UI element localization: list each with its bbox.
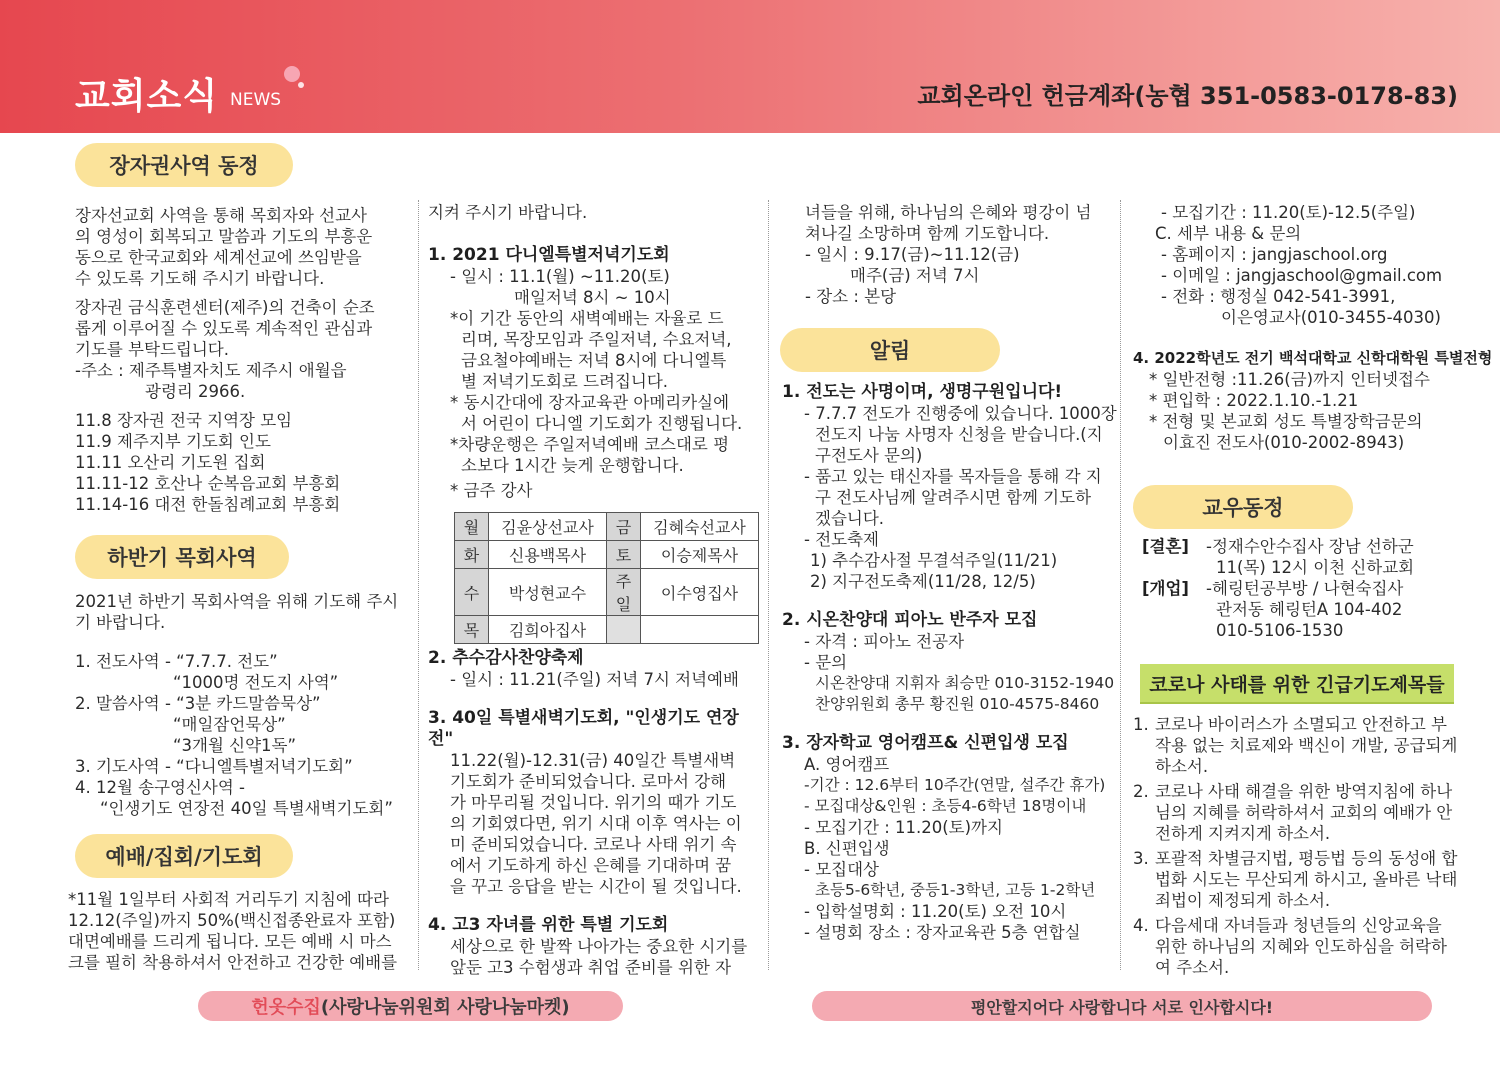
text-line: 관저동 헤링턴A 104-402 bbox=[1216, 600, 1403, 619]
text-line: 구 전도사님께 알려주시면 함께 기도하 bbox=[815, 488, 1092, 507]
col3-body bbox=[782, 382, 1117, 943]
text-line: 하소서. bbox=[1155, 757, 1209, 776]
col2-body-lower bbox=[428, 648, 763, 978]
text-line: 기 바랍니다. bbox=[75, 613, 166, 632]
text-line: - 전도축제 bbox=[804, 530, 879, 549]
footer-highlight: 헌옷수집 bbox=[251, 997, 321, 1018]
text-line: - 입학설명회 : 11.20(토) 오전 10시 bbox=[804, 902, 1067, 921]
text-line: 지켜 주시기 바랍니다. bbox=[428, 203, 588, 222]
list-item: “1000명 전도지 사역” bbox=[173, 673, 339, 692]
text-line: C. 세부 내용 & 문의 bbox=[1155, 224, 1302, 243]
section-title-jangja: 장자권사역 동정 bbox=[75, 143, 293, 187]
text-line: *이 기간 동안의 새벽예배는 자율로 드 bbox=[450, 309, 724, 328]
text-line: - 일시 : 11.1(월) ~11.20(토) bbox=[450, 267, 670, 286]
text-line: 리며, 목장모임과 주일저녁, 수요저녁, bbox=[461, 330, 732, 349]
text-line: - 설명회 장소 : 장자교육관 5층 연합실 bbox=[804, 923, 1081, 942]
text-line: *11월 1일부터 사회적 거리두기 지침에 따라 bbox=[68, 890, 389, 909]
list-item: 1. 전도사역 - “7.7.7. 전도” bbox=[75, 652, 278, 671]
decor-dot bbox=[284, 66, 300, 82]
text-line: 포괄적 차별금지법, 평등법 등의 동성애 합 bbox=[1155, 849, 1458, 868]
event-line: 11.14-16 대전 한돌침례교회 부흥회 bbox=[75, 495, 341, 514]
text-line: - 자격 : 피아노 전공자 bbox=[804, 632, 965, 651]
page-subtitle: NEWS bbox=[230, 90, 282, 110]
table-cell: 주일 bbox=[607, 569, 641, 616]
text-line: - 모집대상&인원 : 초등4-6학년 18명이내 bbox=[804, 797, 1087, 815]
section-title-notice: 알림 bbox=[780, 328, 1000, 372]
column-divider bbox=[768, 200, 769, 970]
table-row bbox=[455, 513, 759, 541]
footer-clothing-drive bbox=[198, 991, 623, 1021]
prayer-item bbox=[1133, 781, 1488, 844]
text-line: 죄법이 제정되게 하소서. bbox=[1155, 891, 1331, 910]
text-line: -주소 : 제주특별자치도 제주시 애월읍 bbox=[75, 361, 347, 380]
table-cell: 수 bbox=[455, 569, 489, 616]
text-line: - 일시 : 11.21(주일) 저녁 7시 저녁예배 bbox=[450, 670, 739, 689]
text-line: 장자권 금식훈련센터(제주)의 건축이 순조 bbox=[75, 298, 375, 317]
list-item: “3개월 신약1독” bbox=[173, 736, 297, 755]
footer-text: (사랑나눔위원회 사랑나눔마켓) bbox=[320, 997, 570, 1018]
news-entry bbox=[1142, 578, 1487, 641]
item-heading: 2. 추수감사찬양축제 bbox=[428, 648, 584, 668]
text-line: 코로나 바이러스가 소멸되고 안전하고 부 bbox=[1155, 715, 1447, 734]
text-line: 을 꾸고 응답을 받는 시간이 될 것입니다. bbox=[450, 877, 742, 896]
text-line: -기간 : 12.6부터 10주간(연말, 설주간 휴가) bbox=[804, 776, 1106, 794]
text-line: 구전도사 문의) bbox=[815, 446, 923, 465]
text-line: 기도회가 준비되었습니다. 로마서 강해 bbox=[450, 772, 727, 791]
item-heading: 4. 2022학년도 전기 백석대학교 신학대학원 특별전형 bbox=[1133, 349, 1493, 367]
text-line: 의 영성이 회복되고 말씀과 기도의 부흥운 bbox=[75, 227, 373, 246]
text-line: 수 있도록 기도해 주시기 바랍니다. bbox=[75, 269, 325, 288]
list-item: 4. 12월 송구영신사역 - bbox=[75, 778, 245, 797]
news-entry bbox=[1142, 536, 1487, 578]
table-cell: 이수영집사 bbox=[641, 569, 759, 616]
event-line: 11.11-12 호산나 순복음교회 부흥회 bbox=[75, 474, 341, 493]
prayer-list bbox=[1133, 714, 1488, 978]
page-title: 교회소식 bbox=[75, 76, 219, 117]
footer-greeting: 평안할지어다 사랑합니다 서로 인사합시다! bbox=[812, 991, 1432, 1021]
text-line: - 모집기간 : 11.20(토)-12.5(주일) bbox=[1161, 203, 1416, 222]
sec3-body bbox=[68, 889, 408, 973]
section-title-worship: 예배/집회/기도회 bbox=[75, 834, 293, 878]
table-cell: 신용백목사 bbox=[489, 541, 607, 569]
list-item: 2. 말씀사역 - “3분 카드말씀묵상” bbox=[75, 694, 321, 713]
table-row bbox=[455, 541, 759, 569]
text-line: - 모집기간 : 11.20(토)까지 bbox=[804, 818, 1003, 837]
text-line: 소보다 1시간 늦게 운행합니다. bbox=[461, 456, 684, 475]
item-heading: 1. 2021 다니엘특별저녁기도회 bbox=[428, 245, 670, 265]
event-line: 11.8 장자권 전국 지역장 모임 bbox=[75, 411, 293, 430]
col4-item4 bbox=[1133, 348, 1493, 453]
col2-body bbox=[428, 202, 763, 501]
text-line: 작용 없는 치료제와 백신이 개발, 공급되게 bbox=[1155, 736, 1458, 755]
sec2-body bbox=[75, 591, 410, 819]
text-line: 이은영교사(010-3455-4030) bbox=[1221, 308, 1441, 327]
text-line: B. 신편입생 bbox=[804, 839, 890, 858]
text-line: 기도를 부탁드립니다. bbox=[75, 340, 229, 359]
prayer-num: 2. bbox=[1133, 782, 1149, 801]
prayer-title-ribbon: 코로나 사태를 위한 긴급기도제목들 bbox=[1140, 664, 1454, 702]
text-line: A. 영어캠프 bbox=[804, 755, 890, 774]
table-cell: 월 bbox=[455, 513, 489, 541]
table-cell: 김윤상선교사 bbox=[489, 513, 607, 541]
column-divider bbox=[1120, 200, 1121, 970]
text-line: 찬양위원회 총무 황진원 010-4575-8460 bbox=[815, 695, 1100, 713]
table-cell bbox=[641, 616, 759, 644]
prayer-item bbox=[1133, 714, 1488, 777]
sec1-body bbox=[75, 205, 405, 515]
text-line: 전도지 나눔 사명자 신청을 받습니다.(지 bbox=[815, 425, 1103, 444]
text-line: * 일반전형 :11.26(금)까지 인터넷접수 bbox=[1149, 370, 1430, 389]
prayer-num: 4. bbox=[1133, 916, 1149, 935]
text-line: 매주(금) 저녁 7시 bbox=[850, 266, 980, 285]
list-item: 3. 기도사역 - “다니엘특별저녁기도회” bbox=[75, 757, 353, 776]
table-cell: 금 bbox=[607, 513, 641, 541]
text-line: 11.22(월)-12.31(금) 40일간 특별새벽 bbox=[450, 751, 736, 770]
text-line: 010-5106-1530 bbox=[1216, 621, 1344, 640]
text-line: 2) 지구전도축제(11/28, 12/5) bbox=[810, 572, 1036, 591]
text-line: 님의 지혜를 허락하셔서 교회의 예배가 안 bbox=[1155, 803, 1453, 822]
text-line: - 품고 있는 태신자를 목자들을 통해 각 지 bbox=[804, 467, 1102, 486]
text-line: 의 기회였다면, 위기 시대 이후 역사는 이 bbox=[450, 814, 742, 833]
text-line: 쳐나길 소망하며 함께 기도합니다. bbox=[805, 224, 1050, 243]
news-tag: [결혼] bbox=[1142, 537, 1189, 556]
section-title-members: 교우동정 bbox=[1133, 485, 1353, 529]
text-line: 롭게 이루어질 수 있도록 계속적인 관심과 bbox=[75, 319, 373, 338]
text-line: - 전화 : 행정실 042-541-3991, bbox=[1161, 287, 1396, 306]
table-cell: 토 bbox=[607, 541, 641, 569]
list-item: “인생기도 연장전 40일 특별새벽기도회” bbox=[100, 799, 393, 818]
news-tag: [개업] bbox=[1142, 579, 1189, 598]
text-line: 광령리 2966. bbox=[145, 382, 246, 401]
table-cell: 목 bbox=[455, 616, 489, 644]
text-line: 여 주소서. bbox=[1155, 958, 1230, 977]
text-line: 가 마무리될 것입니다. 위기의 때가 기도 bbox=[450, 793, 737, 812]
text-line: 매일저녁 8시 ~ 10시 bbox=[514, 288, 671, 307]
table-cell: 박성현교수 bbox=[489, 569, 607, 616]
text-line: 세상으로 한 발짝 나아가는 중요한 시기를 bbox=[450, 937, 748, 956]
prayer-num: 1. bbox=[1133, 715, 1149, 734]
text-line: 앞둔 고3 수험생과 취업 준비를 위한 자 bbox=[450, 958, 732, 977]
item-heading: 2. 시온찬양대 피아노 반주자 모집 bbox=[782, 610, 1038, 630]
item-heading: 3. 장자학교 영어캠프& 신편입생 모집 bbox=[782, 733, 1069, 753]
col4-top bbox=[1155, 202, 1485, 328]
text-line: -헤링턴공부방 / 나현숙집사 bbox=[1206, 579, 1404, 598]
section-title-ministry: 하반기 목회사역 bbox=[75, 535, 289, 579]
text-line: 11(목) 12시 이천 신하교회 bbox=[1216, 558, 1415, 577]
text-line: 겠습니다. bbox=[815, 509, 885, 528]
prayer-item bbox=[1133, 915, 1488, 978]
text-line: 대면예배를 드리게 됩니다. 모든 예배 시 마스 bbox=[68, 932, 392, 951]
table-row bbox=[455, 616, 759, 644]
text-line: 크를 필히 착용하셔서 안전하고 건강한 예배를 bbox=[68, 953, 398, 972]
table-cell: 이승제목사 bbox=[641, 541, 759, 569]
text-line: 금요철야예배는 저녁 8시에 다니엘특 bbox=[461, 351, 727, 370]
column-divider bbox=[418, 200, 419, 970]
text-line: - 문의 bbox=[804, 653, 848, 672]
item-heading: 4. 고3 자녀를 위한 특별 기도회 bbox=[428, 915, 669, 935]
speaker-table bbox=[454, 512, 759, 644]
item-heading: 3. 40일 특별새벽기도회, "인생기도 연장전" bbox=[428, 708, 739, 749]
item-heading: 1. 전도는 사명이며, 생명구원입니다! bbox=[782, 382, 1063, 402]
member-news bbox=[1142, 536, 1487, 641]
text-line: 1) 추수감사절 무결석주일(11/21) bbox=[810, 551, 1058, 570]
text-line: * 편입학 : 2022.1.10.-1.21 bbox=[1149, 391, 1359, 410]
text-line: 녀들을 위해, 하나님의 은혜와 평강이 넘 bbox=[805, 203, 1092, 222]
text-line: 위한 하나님의 지혜와 인도하심을 허락하 bbox=[1155, 937, 1447, 956]
decor-dot-small bbox=[298, 82, 304, 88]
text-line: * 동시간대에 장자교육관 아메리카실에 bbox=[450, 393, 730, 412]
text-line: *차량운행은 주일저녁예배 코스대로 평 bbox=[450, 435, 730, 454]
table-cell: 화 bbox=[455, 541, 489, 569]
text-line: 별 저녁기도회로 드려집니다. bbox=[461, 372, 669, 391]
text-line: 미 준비되었습니다. 코로나 사태 위기 속 bbox=[450, 835, 737, 854]
text-line: 동으로 한국교회와 세계선교에 쓰임받을 bbox=[75, 248, 362, 267]
text-line: - 7.7.7 전도가 진행중에 있습니다. 1000장 bbox=[804, 404, 1117, 423]
table-cell: 김혜숙선교사 bbox=[641, 513, 759, 541]
text-line: 이효진 전도사(010-2002-8943) bbox=[1163, 433, 1405, 452]
text-line: 다음세대 자녀들과 청년들의 신앙교육을 bbox=[1155, 916, 1442, 935]
text-line: - 모집대상 bbox=[804, 860, 879, 879]
text-line: 12.12(주일)까지 50%(백신접종완료자 포함) bbox=[68, 911, 396, 930]
prayer-num: 3. bbox=[1133, 849, 1149, 868]
offering-account: 교회온라인 헌금계좌(농협 351-0583-0178-83) bbox=[917, 82, 1458, 110]
table-cell: 김희아집사 bbox=[489, 616, 607, 644]
text-line: 서 어린이 다니엘 기도회가 진행됩니다. bbox=[461, 414, 743, 433]
text-line: 2021년 하반기 목회사역을 위해 기도해 주시 bbox=[75, 592, 399, 611]
prayer-item bbox=[1133, 848, 1488, 911]
text-line: - 홈페이지 : jangjaschool.org bbox=[1161, 245, 1388, 264]
header-banner bbox=[0, 0, 1500, 133]
event-line: 11.11 오산리 기도원 집회 bbox=[75, 453, 266, 472]
list-item: “매일잠언묵상” bbox=[173, 715, 286, 734]
text-line: 시온찬양대 지휘자 최승만 010-3152-1940 bbox=[815, 674, 1115, 692]
event-line: 11.9 제주지부 기도회 인도 bbox=[75, 432, 271, 451]
table-cell bbox=[607, 616, 641, 644]
text-line: 코로나 사태 해결을 위한 방역지침에 하나 bbox=[1155, 782, 1453, 801]
text-line: - 장소 : 본당 bbox=[805, 287, 897, 306]
text-line: * 금주 강사 bbox=[450, 481, 533, 500]
text-line: 에서 기도하게 하신 은혜를 기대하며 꿈 bbox=[450, 856, 732, 875]
text-line: - 일시 : 9.17(금)~11.12(금) bbox=[805, 245, 1020, 264]
text-line: - 이메일 : jangjaschool@gmail.com bbox=[1161, 266, 1443, 285]
text-line: 장자선교회 사역을 통해 목회자와 선교사 bbox=[75, 206, 367, 225]
table-row bbox=[455, 569, 759, 616]
text-line: 법화 시도는 무산되게 하시고, 올바른 낙태 bbox=[1155, 870, 1458, 889]
text-line: 전하게 지켜지게 하소서. bbox=[1155, 824, 1331, 843]
col3-top bbox=[805, 202, 1115, 307]
text-line: * 전형 및 본교회 성도 특별장학금문의 bbox=[1149, 412, 1423, 431]
text-line: -정재수안수집사 장남 선하군 bbox=[1206, 537, 1414, 556]
text-line: 초등5-6학년, 중등1-3학년, 고등 1-2학년 bbox=[815, 881, 1096, 899]
